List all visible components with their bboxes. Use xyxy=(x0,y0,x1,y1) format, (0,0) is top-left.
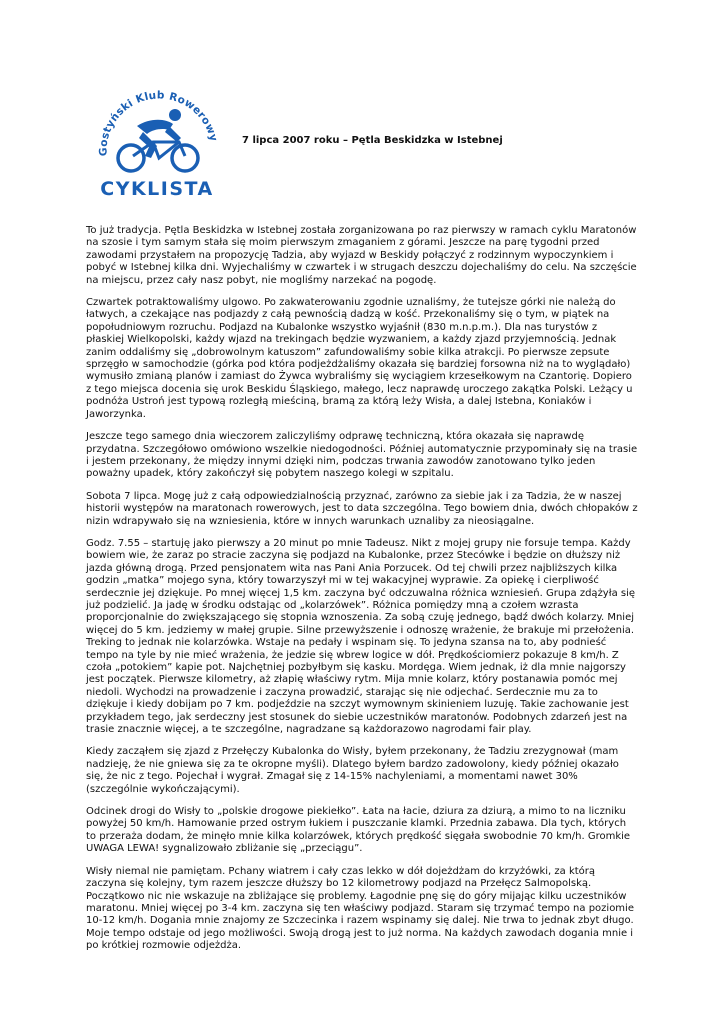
paragraph: Godz. 7.55 – startuję jako pierwszy a 20 minut po mnie Tadeusz. Nikt z mojej grupy nie forsuje tempa. Każdy bowiem wie, że zaraz po stracie zaczyna się podjazd na Kubalonke, przez Stecówke i będzie on dłuższy niż jazda główną drogą. Przed pensjonatem wita nas Pani Ania Porzucek. Od tej chwili przez najbliższych kilka godzin „matka” mojego syna, który towarzyszył mi w tej wakacyjnej wyprawie. Za opiekę i cierpliwość serdecznie jej dziękuje. Po mnej więcej 1,5 km. zaczyna być odczuwalna różnica wzniesień. Grupa zdążyła się już podzielić. Ja jadę w środku odstając od „kolarzówek”. Różnica pomiędzy mną a czołem wzrasta proporcjonalnie do zwiększającego się stopnia wznoszenia. Za sobą czuję jednego, bądź dwóch kolarzy. Mniej więcej do 5 km. jedziemy w małej grupie. Silne przewyższenie i odnoszę wrażenie, że brakuje mi przełożenia. Treking to jednak nie kolarzówka. Wstaje na pedały i wspinam się. To jedyna szansa na to, aby podnieść tempo na tyle by nie mieć wrażenia, że jedzie się wbrew logice w dół. Prędkościomierz pokazuje 8 km/h. Z czoła „potokiem” kapie pot. Najchętniej pozbyłbym się kasku. Mordęga. Wiem jednak, iż dla mnie najgorszy jest początek. Pierwsze kilometry, aż złapię właściwy rytm. Mija mnie kolarz, który postanawia pomóc mej niedoli. Wychodzi na prowadzenie i zaczyna prowadzić, starając się nie odjechać. Serdecznie mu za to dziękuje i kiedy dobijam po 7 km. podjeździe na szczyt wymownym skinieniem luzuję. Takie zachowanie jest przykładem tego, jak serdeczny jest stosunek do siebie uczestników maratonów. Podobnych zdarzeń jest na trasie znacznie więcej, a te szczególne, nagradzane są każdorazowo nagrodami fair play. xyxy=(86,537,636,736)
page-title: 7 lipca 2007 roku – Pętla Beskidzka w Istebnej xyxy=(242,135,503,146)
paragraph: To już tradycja. Pętla Beskidzka w Istebnej została zorganizowana po raz pierwszy w ramach cyklu Maratonów na szosie i tym samym stała się moim pierwszym zmaganiem z górami. Jeszcze na parę tygodni przed zawodami przystałem na propozycję Tadzia, aby wyjazd w Beskidy połączyć z rodzinnym wypoczynkiem i pobyć w Istebnej kilka dni. Wyjechaliśmy w czwartek i w strugach deszczu dojechaliśmy do celu. Na szczęście na miejscu, przez cały nasz pobyt, nie mogliśmy narzekać na pogodę. xyxy=(86,225,637,286)
paragraph: Jeszcze tego samego dnia wieczorem zaliczyliśmy odprawę techniczną, która okazała się naprawdę przydatna. Szczegółowo omówiono wszelkie niedogodności. Później automatycznie przypominały się na trasie i jestem przekonany, że między innymi dzięki nim, podczas trwania zawodów zanotowano tylko jeden poważny upadek, który zakończył się pobytem naszego kolegi w szpitalu. xyxy=(86,431,638,480)
paragraph: Sobota 7 lipca. Mogę już z całą odpowiedzialnością przyznać, zarówno za siebie jak i za Tadzia, że w naszej historii występów na maratonach rowerowych, jest to data szczególna. Tego bowiem dnia, dwóch chłopaków z nizin wdrapywało się na wzniesienia, które w innych warunkach uznaliby za nieosiągalne. xyxy=(86,490,638,527)
paragraph: Kiedy zacząłem się zjazd z Przełęczy Kubalonka do Wisły, byłem przekonany, że Tadziu zrezygnował (mam nadzieję, że nie gniewa się za te okropne myśli). Dlatego byłem bardzo zadowolony, kiedy później okazało się, że nic z tego. Pojechał i wygrał. Zmagał się z 14-15% nachyleniami, a momentami nawet 30% (szczególnie wykończającymi). xyxy=(86,746,619,795)
club-logo xyxy=(93,82,221,200)
bicycle-rider-icon xyxy=(93,82,221,200)
paragraph: Odcinek drogi do Wisły to „polskie drogowe piekiełko”. Łata na łacie, dziura za dziurą, a mimo to na liczniku powyżej 50 km/h. Hamowanie przed ostrym łukiem i puszczanie klamki. Przednia zabawa. Dla tych, których to przeraża dodam, że minęło mnie kilka kolarzówek, których prędkość sięgała swobodnie 70 km/h. Gromkie UWAGA LEWA! sygnalizowało zbliżanie się „przeciągu”. xyxy=(86,806,631,855)
paragraph: Wisły niemal nie pamiętam. Pchany wiatrem i cały czas lekko w dół dojeżdżam do krzyżówki, za którą zaczyna się kolejny, tym razem jeszcze dłuższy bo 12 kilometrowy podjazd na Przełęcz Salmopolską. Początkowo nic nie wskazuje na zbliżające się problemy. Łagodnie pnę się do góry mijając kilku uczestników maratonu. Mniej więcej po 3-4 km. zaczyna się ten właściwy podjazd. Staram się trzymać tempo na poziomie 10-12 km/h. Dogania mnie znajomy ze Szczecinka i razem wspinamy się dalej. Nie trwa to jednak zbyt długo. Moje tempo odstaje od jego możliwości. Swoją drogą jest to już norma. Na każdych zawodach dogania mnie i po krótkiej rozmowie odjeżdża. xyxy=(86,865,634,952)
paragraph: Czwartek potraktowaliśmy ulgowo. Po zakwaterowaniu zgodnie uznaliśmy, że tutejsze górki nie należą do łatwych, a czekające nas podjazdy z całą pewnością dadzą w kość. Przekonaliśmy się o tym, w piątek na popołudniowym rozruchu. Podjazd na Kubalonke wszystko wyjaśnił (830 m.n.p.m.). Dla nas turystów z płaskiej Wielkopolski, każdy wjazd na trekingach będzie wyzwaniem, a każdy zjazd przyjemnością. Jednak zanim oddaliśmy się „dobrowolnym katuszom” zafundowaliśmy sobie kilka atrakcji. Po pierwsze zepsute sprzęgło w samochodzie (górka pod która podjeżdżaliśmy okazała się bardziej forsowna niż na to wyglądało) wymusiło zmianą planów i zamiast do Żywca wybraliśmy się wyciągiem krzesełkowym na Czantorię. Dopiero z tego miejsca docenia się urok Beskidu Śląskiego, małego, lecz naprawdę uroczego zakątka Polski. Leżący u podnóża Ustroń jest typową rozległą mieściną, bramą za którą leży Wisła, a dalej Istebna, Koniaków i Jaworzynka. xyxy=(86,297,633,420)
article-body xyxy=(86,225,638,963)
logo-arc-text: Gostyński Klub Rowerowy xyxy=(97,89,220,157)
logo-wordmark: CYKLISTA xyxy=(100,178,214,200)
